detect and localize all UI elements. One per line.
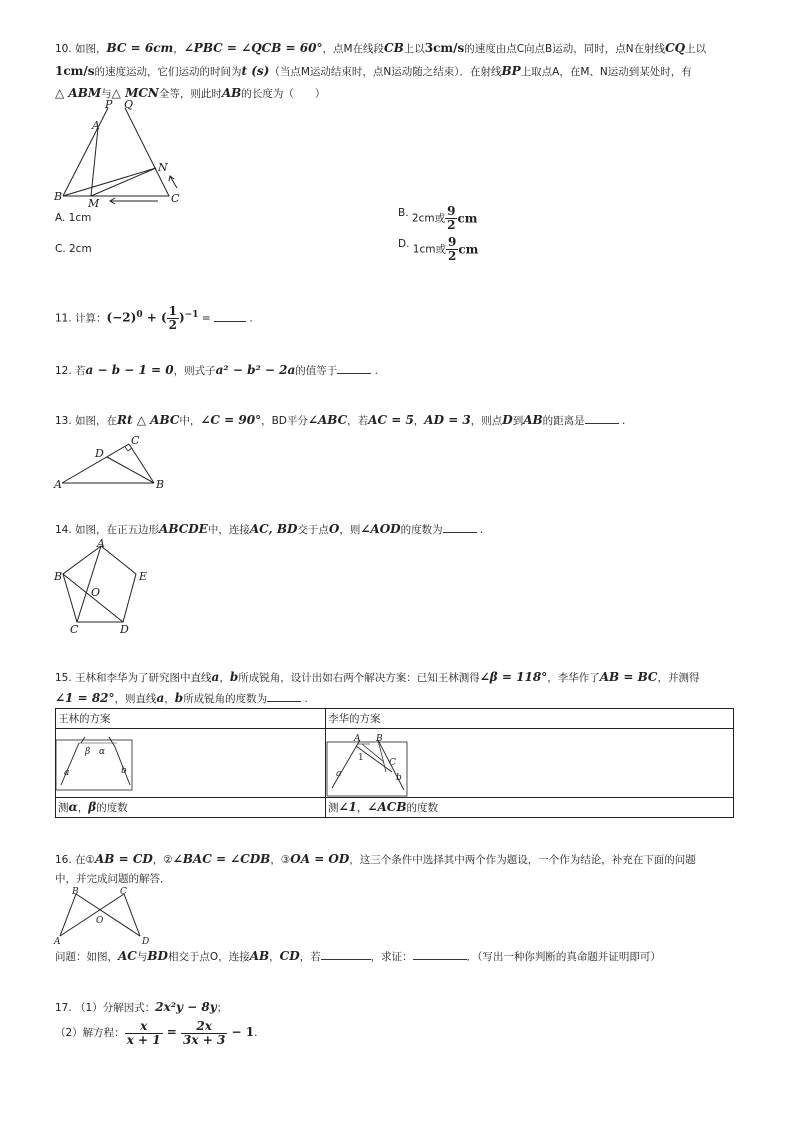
q14-label-e: E xyxy=(139,570,148,583)
q17-fraction-right: $\frac{2x}{3x + 3}$ xyxy=(183,1018,226,1047)
q15-line1: 15. 王林和李华为了研究图中直线a，b所成锐角，设计出如右两个解决方案：已知王林测得∠β = 118°，李华作了AB = BC，并测得 xyxy=(55,670,700,684)
q14-label-d: D xyxy=(120,623,129,636)
q15-answer-blank[interactable] xyxy=(267,690,301,702)
q14-answer-blank[interactable] xyxy=(443,521,477,533)
q14-label-a: A xyxy=(97,537,105,550)
q14-figure xyxy=(50,538,160,638)
q10-line1: 10. 如图，BC = 6cm，∠PBC = ∠QCB = 60°，点M在线段CB上以3cm/s的速度由点C向点B运动，同时，点N在射线CQ上以 xyxy=(55,41,707,55)
q10-label-a: A xyxy=(92,119,100,132)
q17-fraction-left: $\frac{x}{x + 1}$ xyxy=(126,1018,161,1047)
q12-answer-blank[interactable] xyxy=(337,362,371,374)
q10-option-b-fraction: $\frac{9}{2}$ xyxy=(447,204,456,232)
q15-lihua-figure xyxy=(326,732,410,798)
q14-label-c: C xyxy=(70,623,79,636)
q10-line3: △ ABM与△ MCN全等，则此时AB的长度为（ ） xyxy=(55,86,326,100)
q15-lihua-label-a-line: a xyxy=(336,769,342,779)
q16-label-d: D xyxy=(142,937,150,947)
q16-line2: 中，并完成问题的解答． xyxy=(55,873,171,885)
q17-line1: 17. （1）分解因式：2x²y − 8y； xyxy=(55,1000,228,1014)
q16-line1: 16. 在①AB = CD，②∠BAC = ∠CDB，③OA = OD，这三个条件中选择其中两个作为题设，一个作为结论，补充在下面的问题 xyxy=(55,852,696,866)
q13-label-d: D xyxy=(95,447,104,460)
q14-label-o: O xyxy=(91,586,101,599)
q11-answer-blank[interactable] xyxy=(214,310,246,322)
q10-figure xyxy=(50,100,200,210)
q10-option-d-fraction: $\frac{9}{2}$ xyxy=(447,235,457,263)
q11-fraction: $\frac{1}{2}$ xyxy=(168,304,178,332)
q10-label-n: N xyxy=(158,161,168,174)
q10-line2: 1cm/s的速度运动，它们运动的时间为t (s)（当点M运动结束时，点N运动随之结束）．在射线BP上取点A，在M、N运动到某处时，有 xyxy=(55,64,692,78)
q13-figure xyxy=(52,434,172,494)
q13-label-c: C xyxy=(131,434,140,447)
q14-label-b: B xyxy=(54,570,63,583)
q15-wanglin-label-a: a xyxy=(64,768,70,778)
q10-option-a[interactable]: A. 1cm xyxy=(55,212,92,224)
q10-label-q: Q xyxy=(124,98,134,111)
q12-line: 12. 若a − b − 1 = 0，则式子a² − b² − 2a的值等于 . xyxy=(55,363,378,377)
q13-answer-blank[interactable] xyxy=(585,412,619,424)
q15-lihua-label-1: 1 xyxy=(358,753,364,763)
q15-lihua-label-c: C xyxy=(389,758,396,768)
q10-label-m: M xyxy=(88,197,100,210)
q10-option-c[interactable]: C. 2cm xyxy=(55,243,92,255)
q13-line: 13. 如图，在Rt △ ABC中，∠C = 90°，BD平分∠ABC，若AC = 5，AD = 3，则点D到AB的距离是 . xyxy=(55,413,626,427)
q10-label-p: P xyxy=(105,98,113,111)
q16-condition-blank[interactable] xyxy=(321,948,371,960)
q15-wanglin-figure xyxy=(55,737,135,793)
q15-line2: ∠1 = 82°，则直线a，b所成锐角的度数为 . xyxy=(55,691,308,705)
q15-lihua-label-b-line: b xyxy=(396,773,402,783)
q16-label-a: A xyxy=(54,937,61,947)
q15-lihua-label-a: A xyxy=(354,734,361,744)
q14-line: 14. 如图，在正五边形ABCDE中，连接AC, BD交于点O，则∠AOD的度数为 . xyxy=(55,522,484,536)
q15-lihua-label-b: B xyxy=(376,734,383,744)
q15-footer-wanglin: 测α，β的度数 xyxy=(56,798,326,818)
q13-label-a: A xyxy=(54,478,62,491)
q10-option-b[interactable]: B. 2cm或 $\frac{9}{2}$ cm xyxy=(398,204,478,232)
q16-line3: 问题：如图，AC与BD相交于点O，连接AB，CD，若 ，求证： ．（写出一种你判断的真命题并证明即可） xyxy=(55,949,661,963)
q15-footer-lihua: 测∠1，∠ACB的度数 xyxy=(326,798,734,818)
q15-header-lihua: 李华的方案 xyxy=(326,709,734,729)
q16-label-b: B xyxy=(72,887,79,897)
q10-label-c: C xyxy=(171,192,180,205)
q15-wanglin-label-b: b xyxy=(121,766,127,776)
q15-header-wanglin: 王林的方案 xyxy=(56,709,326,729)
q15-wanglin-label-beta: β xyxy=(85,747,91,757)
q10-label-b: B xyxy=(54,190,63,203)
q13-label-b: B xyxy=(156,478,165,491)
q15-wanglin-label-alpha: α xyxy=(99,747,106,757)
q16-conclusion-blank[interactable] xyxy=(413,948,467,960)
q17-line2: （2）解方程： $\frac{x}{x + 1}$ = $\frac{2x}{3x + 3}$ − 1. xyxy=(55,1018,258,1047)
q16-label-c: C xyxy=(120,887,127,897)
q11-line: 11. 计算：$(-2)^0$ + ( $\frac{1}{2}$ )$^{-1}$ = . xyxy=(55,304,253,332)
q16-label-o: O xyxy=(96,916,104,926)
q16-figure xyxy=(52,886,162,946)
q10-option-d[interactable]: D. 1cm或 $\frac{9}{2}$ cm xyxy=(398,235,479,263)
